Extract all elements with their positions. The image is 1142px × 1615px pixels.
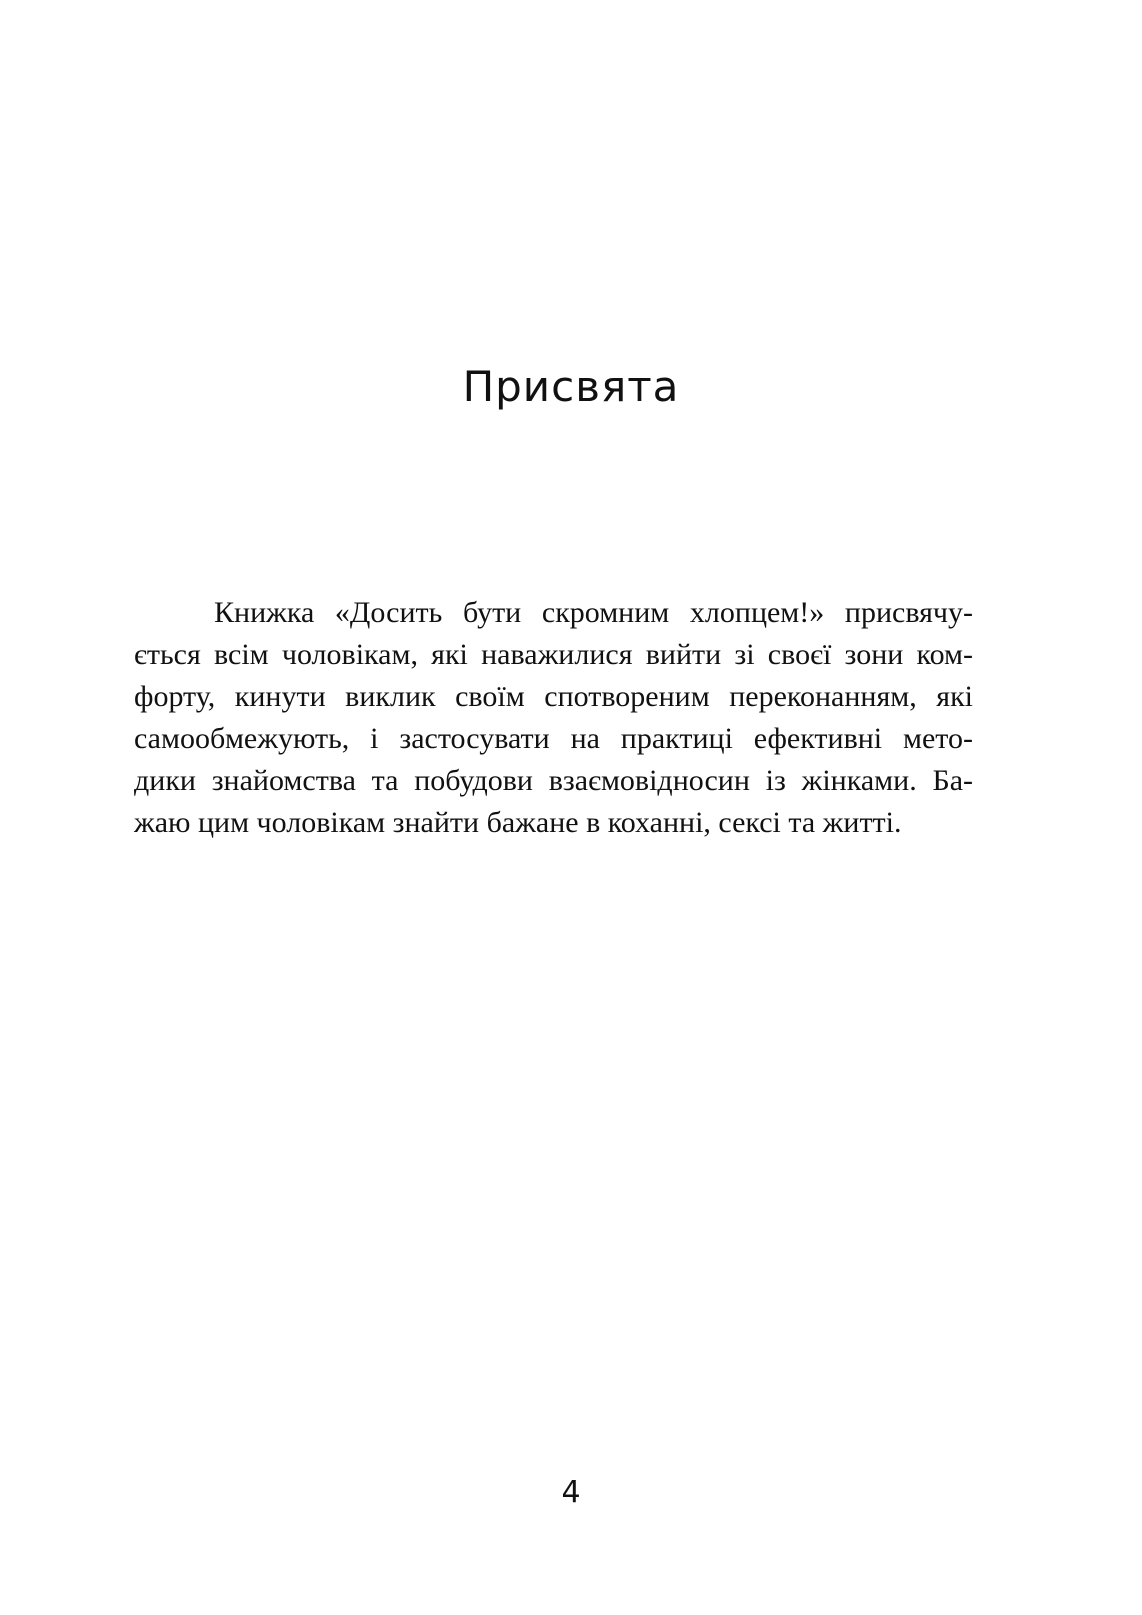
dedication-line: жаю цим чоловікам знайти бажане в коханні, сексі та житті. xyxy=(134,806,902,839)
dedication-line: дики знайомства та побудови взаємовідносин із жінками. Ба- xyxy=(134,764,973,797)
dedication-paragraph xyxy=(134,592,973,844)
dedication-line: ється всім чоловікам, які наважилися вийти зі своєї зони ком- xyxy=(134,638,973,671)
dedication-line: самообмежують, і застосувати на практиці ефективні мето- xyxy=(134,722,973,755)
dedication-line: Книжка «Досить бути скромним хлопцем!» присвячу- xyxy=(214,596,973,629)
page-number: 4 xyxy=(561,1475,581,1510)
page-title: Присвята xyxy=(462,362,680,411)
dedication-line: форту, кинути виклик своїм спотвореним переконанням, які xyxy=(134,680,973,713)
